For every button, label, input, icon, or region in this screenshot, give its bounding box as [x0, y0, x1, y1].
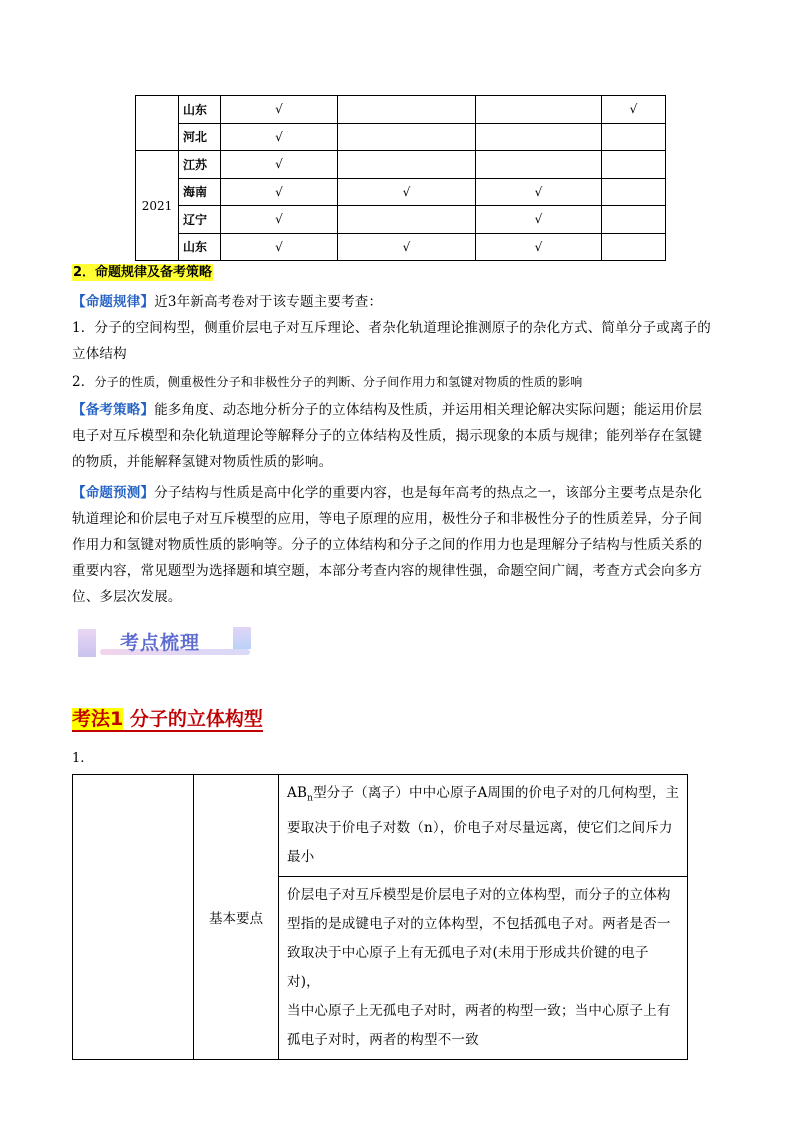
check-cell: [602, 206, 666, 234]
text-line: 电子对互斥模型和杂化轨道理论等解释分子的立体结构及性质，揭示现象的本质与规律；能列举存在氢键: [72, 428, 703, 444]
yuce-paragraph: [72, 480, 722, 610]
label-cell: 基本要点: [194, 775, 279, 1060]
check-cell: √: [476, 233, 602, 261]
check-cell: √: [221, 206, 338, 234]
check-cell: [338, 96, 476, 124]
table-row: [136, 233, 666, 261]
guilv-paragraph: [72, 289, 722, 315]
text-line: 位、多层次发展。: [72, 589, 182, 605]
celue-paragraph: [72, 397, 722, 475]
check-cell: √: [476, 206, 602, 234]
text-line: 立体结构: [72, 346, 127, 362]
check-cell: √: [221, 123, 338, 151]
concept-table: [72, 774, 688, 1060]
province-cell: 江苏: [179, 151, 221, 179]
formula-subscript: n: [307, 793, 314, 804]
text-line: 分子的性质，侧重极性分子和非极性分子的判断、分子间作用力和氢键对物质的性质的影响: [94, 375, 583, 389]
table-row: [136, 178, 666, 206]
table-row: [136, 96, 666, 124]
check-cell: [476, 123, 602, 151]
text-line: 分子结构与性质是高中化学的重要内容，也是每年高考的热点之一，该部分主要考点是杂化: [154, 485, 703, 501]
check-cell: [602, 151, 666, 179]
text-line: 1．分子的空间构型，侧重价层电子对互斥理论、者杂化轨道理论推测原子的杂化方式、简单分子或离子的: [72, 320, 711, 336]
check-cell: [338, 123, 476, 151]
table-row: [136, 151, 666, 179]
text-line: 要取决于价电子对数（n），价电子对尽量远离，使它们之间斥力: [287, 819, 673, 836]
content-cell: [279, 876, 688, 1059]
province-cell: 河北: [179, 123, 221, 151]
check-cell: [602, 178, 666, 206]
text-line: 孤电子对时，两者的构型不一致: [287, 1031, 479, 1048]
check-cell: √: [338, 233, 476, 261]
kaofa-label: 考法1: [72, 708, 124, 730]
text-line: 价层电子对互斥模型是价层电子对的立体构型，而分子的立体构: [287, 886, 671, 903]
check-cell: [602, 233, 666, 261]
section-heading: 2．命题规律及备考策略: [73, 265, 213, 280]
text-line: 最小: [287, 848, 315, 865]
guilv-text: 近3年新高考卷对于该专题主要考查：: [154, 294, 383, 310]
check-cell: √: [221, 233, 338, 261]
check-cell: [338, 151, 476, 179]
empty-cell: [73, 775, 194, 1060]
text-line: 型指的是成键电子对的立体构型，不包括孤电子对。两者是否一: [287, 915, 671, 932]
banner-title: 考点梳理: [120, 632, 201, 654]
guilv-label: 【命题规律】: [72, 294, 155, 310]
celue-label: 【备考策略】: [72, 402, 155, 418]
check-cell: √: [221, 96, 338, 124]
list-item: [72, 369, 722, 395]
list-item: [72, 315, 722, 367]
check-cell: [476, 96, 602, 124]
text-line: 作用力和氢键对物质性质的影响等。分子的立体结构和分子之间的作用力也是理解分子结构与性质关系的: [72, 537, 703, 553]
province-cell: 辽宁: [179, 206, 221, 234]
kaofa-title: 分子的立体构型: [129, 708, 263, 730]
content-cell: [279, 775, 688, 877]
year-cell: 2021: [136, 151, 179, 261]
province-cell: 山东: [179, 233, 221, 261]
table-row: [136, 206, 666, 234]
province-cell: 山东: [179, 96, 221, 124]
list-number: 1.: [72, 751, 85, 766]
check-cell: √: [476, 178, 602, 206]
check-cell: √: [338, 178, 476, 206]
check-cell: √: [221, 178, 338, 206]
province-cell: 海南: [179, 178, 221, 206]
exam-stats-table: [135, 95, 666, 261]
year-cell: [136, 96, 179, 151]
yuce-label: 【命题预测】: [72, 485, 155, 501]
text-line: 当中心原子上无孤电子对时，两者的构型一致；当中心原子上有: [287, 1002, 671, 1019]
check-cell: [602, 123, 666, 151]
section-banner: [78, 625, 258, 663]
text-line: 能多角度、动态地分析分子的立体结构及性质，并运用相关理论解决实际问题；能运用价层: [154, 402, 703, 418]
check-cell: √: [602, 96, 666, 124]
banner-decoration: [78, 629, 96, 657]
check-cell: [476, 151, 602, 179]
banner-decoration: [233, 627, 251, 649]
kaofa-heading: [72, 704, 263, 731]
table-row: [136, 123, 666, 151]
check-cell: [338, 206, 476, 234]
check-cell: √: [221, 151, 338, 179]
text-line: 的物质，并能解释氢键对物质性质的影响。: [72, 454, 333, 470]
list-number: 2．: [72, 374, 95, 390]
text-line: 轨道理论和价层电子对互斥模型的应用，等电子原理的应用，极性分子和非极性分子的性质差异，分子间: [72, 511, 703, 527]
table-row: [73, 775, 688, 877]
text-line: 型分子（离子）中中心原子A周围的价电子对的几何构型，主: [313, 785, 680, 801]
formula-text: AB: [287, 785, 308, 801]
text-line: 致取决于中心原子上有无孤电子对(未用于形成共价键的电子对)，: [287, 944, 649, 990]
text-line: 重要内容，常见题型为选择题和填空题，本部分考查内容的规律性强，命题空间广阔，考查方式会向多方: [72, 563, 703, 579]
